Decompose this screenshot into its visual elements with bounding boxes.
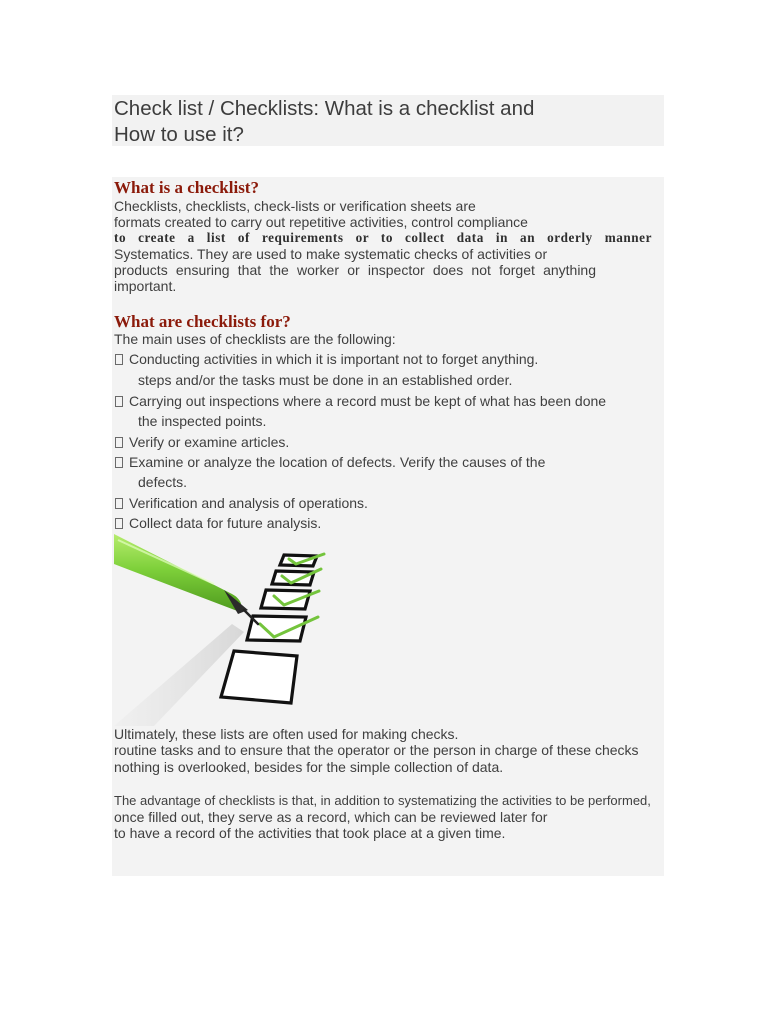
bullet-box-icon — [115, 396, 123, 407]
title-line-1: Check list / Checklists: What is a checklist and — [114, 97, 535, 120]
bullet-box-icon — [115, 354, 123, 365]
section1-line-1: Checklists, checklists, check-lists or verification sheets are — [114, 198, 476, 214]
section1-line-3: to create a list of requirements or to collect data in an orderly manner — [114, 230, 652, 245]
list-item: Carrying out inspections where a record must be kept of what has been done — [115, 393, 606, 409]
section-heading-what-is: What is a checklist? — [114, 178, 259, 197]
paragraph1-line-2: routine tasks and to ensure that the operator or the person in charge of these checks — [114, 742, 639, 758]
bullet-box-icon — [115, 437, 123, 448]
section-heading-what-for: What are checklists for? — [114, 312, 291, 331]
list-item: Collect data for future analysis. — [115, 515, 321, 531]
bullet-box-icon — [115, 518, 123, 529]
section1-line-2: formats created to carry out repetitive activities, control compliance — [114, 214, 528, 230]
list-item-continuation: steps and/or the tasks must be done in an established order. — [138, 372, 513, 388]
section2-intro: The main uses of checklists are the following: — [114, 331, 396, 347]
list-item: Verify or examine articles. — [115, 434, 289, 450]
list-item-continuation: defects. — [138, 474, 188, 490]
paragraph2-line-1: The advantage of checklists is that, in addition to systematizing the activities to be performed, — [114, 793, 651, 808]
section1-line-5: products ensuring that the worker or inspector does not forget anything — [114, 262, 596, 278]
paragraph2-line-2: once filled out, they serve as a record, which can be reviewed later for — [114, 809, 548, 825]
list-item: Examine or analyze the location of defects. Verify the causes of the — [115, 454, 545, 470]
list-item: Conducting activities in which it is important not to forget anything. — [115, 351, 538, 367]
title-line-2: How to use it? — [114, 123, 244, 146]
paragraph2-line-3: to have a record of the activities that took place at a given time. — [114, 825, 506, 841]
list-item-continuation: the inspected points. — [138, 413, 267, 429]
list-item: Verification and analysis of operations. — [115, 495, 368, 511]
paragraph1-line-1: Ultimately, these lists are often used for making checks. — [114, 726, 459, 742]
pen-checklist-illustration-icon — [114, 532, 329, 726]
paragraph1-line-3: nothing is overlooked, besides for the simple collection of data. — [114, 759, 504, 775]
title-box — [112, 95, 664, 146]
page-title — [114, 96, 534, 148]
section1-line-6: important. — [114, 278, 177, 294]
bullet-box-icon — [115, 457, 123, 468]
section1-line-4: Systematics. They are used to make systematic checks of activities or — [114, 246, 548, 262]
bullet-box-icon — [115, 498, 123, 509]
